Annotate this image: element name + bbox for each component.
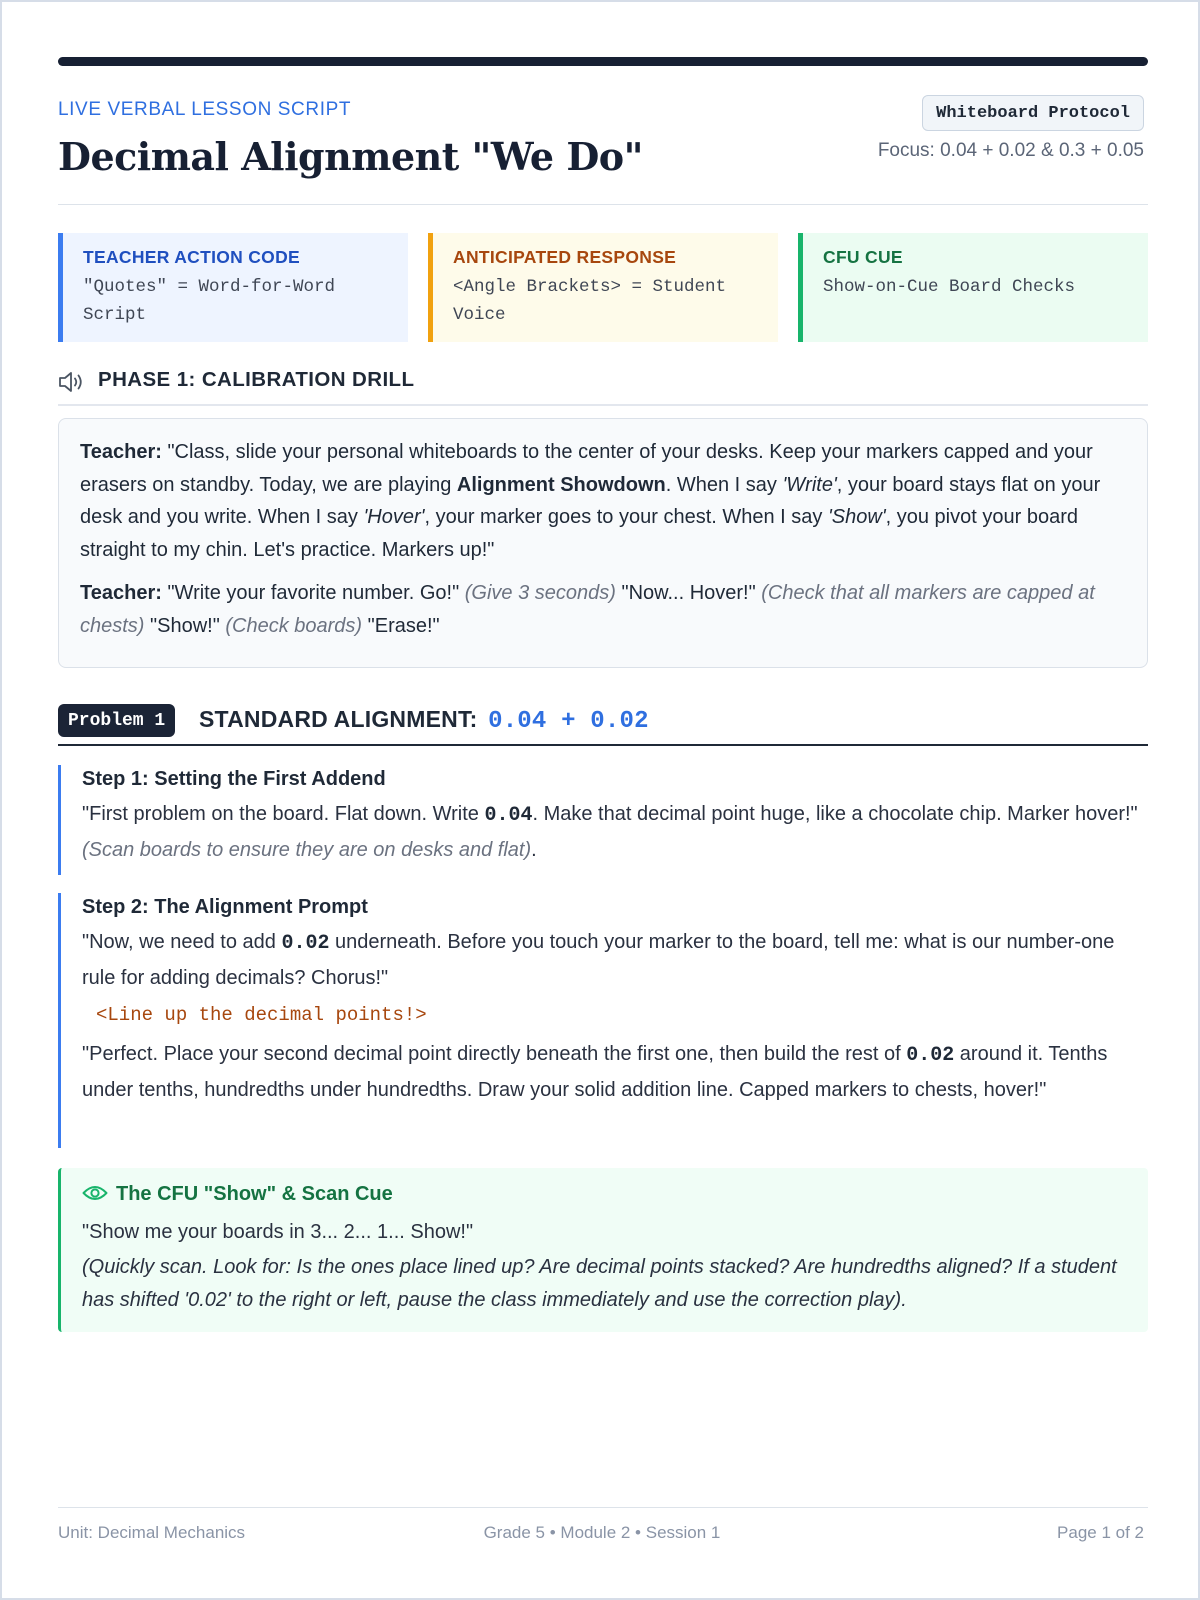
script-text: "Class, slide your personal whiteboards to the center of your desks. Keep your markers capped and your erasers on standby. Today, we are playing [80, 441, 1093, 496]
script-text: , you pivot your board straight to my chin. Let's practice. Markers up!" [80, 506, 1078, 561]
script-text: around it. Tenths under tenths, hundredths under hundredths. Draw your solid addition line. Capped markers to chests, hover!" [82, 1043, 1108, 1101]
script-text: . When I say [665, 473, 783, 496]
stage-direction: (Check boards) [225, 614, 363, 637]
script-text: "Show!" [144, 614, 226, 637]
problem-1-header [58, 702, 1148, 746]
speaker-icon [58, 370, 85, 394]
phase-1-header [58, 368, 1148, 406]
cfu-cue-box [58, 1168, 1148, 1332]
step-2 [58, 893, 1148, 1148]
page-title: Decimal Alignment "We Do" [58, 134, 643, 179]
legend-label: ANTICIPATED RESPONSE [453, 247, 677, 267]
legend-label: CFU CUE [823, 247, 903, 267]
top-accent-bar [58, 57, 1148, 66]
phase-1-title: PHASE 1: CALIBRATION DRILL [98, 368, 415, 391]
stage-direction: (Scan boards to ensure they are on desks and flat) [82, 839, 532, 861]
script-text: "Erase!" [362, 614, 440, 637]
problem-expression: 0.04 + 0.02 [488, 708, 649, 735]
command-word: 'Write' [782, 473, 837, 496]
eyebrow-label: LIVE VERBAL LESSON SCRIPT [58, 99, 352, 120]
command-word: 'Show' [827, 506, 886, 528]
footer-page-number: Page 1 of 2 [1057, 1523, 1144, 1542]
step-text [82, 925, 1148, 995]
legend-text: "Quotes" = Word-for-Word Script [83, 277, 336, 325]
legend-label: TEACHER ACTION CODE [83, 247, 300, 267]
stage-direction: (Give 3 seconds) [464, 582, 616, 604]
footer-course-info: Grade 5 • Module 2 • Session 1 [483, 1523, 721, 1542]
protocol-badge: Whiteboard Protocol [922, 95, 1144, 131]
game-name: Alignment Showdown [456, 473, 666, 496]
cfu-note: (Quickly scan. Look for: Is the ones place lined up? Are decimal points stacked? Are hundredths aligned? If a student has shifted '0.02' to the right or left, pause the class immediately and use the correction play). [82, 1256, 1117, 1311]
script-text: "Now... Hover!" [615, 582, 762, 604]
step-text [82, 797, 1148, 867]
footer-unit: Unit: Decimal Mechanics [58, 1523, 246, 1542]
problem-title [199, 706, 649, 735]
script-text: . [531, 839, 537, 861]
script-text: "Write your favorite number. Go!" [161, 582, 465, 604]
legend-anticipated-response [428, 233, 778, 342]
header-divider [58, 204, 1148, 205]
speaker-label: Teacher: [80, 441, 162, 463]
step-text [82, 1037, 1148, 1107]
addend-number: 0.04 [484, 804, 533, 827]
script-text: "Perfect. Place your second decimal point directly beneath the first one, then build the rest of [82, 1043, 907, 1065]
script-text: "Now, we need to add [82, 931, 282, 953]
eye-icon [82, 1184, 108, 1202]
cfu-header [82, 1180, 1148, 1212]
script-text: "First problem on the board. Flat down. Write [82, 803, 485, 825]
problem-title-text: STANDARD ALIGNMENT: [199, 706, 478, 732]
step-title: Step 2: The Alignment Prompt [82, 896, 368, 918]
cfu-line: "Show me your boards in 3... 2... 1... Show!" [82, 1221, 474, 1243]
phase-1-script [58, 418, 1148, 668]
step-title: Step 1: Setting the First Addend [82, 768, 386, 790]
command-word: 'Hover' [363, 506, 425, 528]
script-text: . Make that decimal point huge, like a chocolate chip. Marker hover!" [532, 803, 1138, 825]
stage-direction: (Check that all markers are capped at chests) [80, 582, 1095, 637]
step-1 [58, 765, 1148, 875]
script-text: , your marker goes to your chest. When I say [424, 506, 828, 528]
addend-number: 0.02 [281, 932, 330, 955]
script-text: underneath. Before you touch your marker to the board, tell me: what is our number-one rule for adding decimals? Chorus!" [82, 931, 1115, 989]
addend-number: 0.02 [906, 1044, 955, 1067]
legend-text: <Angle Brackets> = Student Voice [453, 277, 727, 325]
legend-cfu-cue [798, 233, 1148, 342]
legend [58, 233, 1148, 342]
script-paragraph [80, 436, 1127, 566]
problem-badge: Problem 1 [58, 704, 175, 737]
focus-text: Focus: 0.04 + 0.02 & 0.3 + 0.05 [877, 140, 1144, 161]
legend-teacher-action [58, 233, 408, 342]
footer-divider [58, 1507, 1148, 1508]
script-paragraph [80, 577, 1127, 642]
student-response: <Line up the decimal points!> [96, 1004, 427, 1026]
script-text: , your board stays flat on your desk and you write. When I say [80, 473, 1101, 528]
speaker-label: Teacher: [80, 582, 162, 604]
cfu-title: The CFU "Show" & Scan Cue [116, 1183, 393, 1205]
legend-text: Show-on-Cue Board Checks [823, 277, 1076, 297]
